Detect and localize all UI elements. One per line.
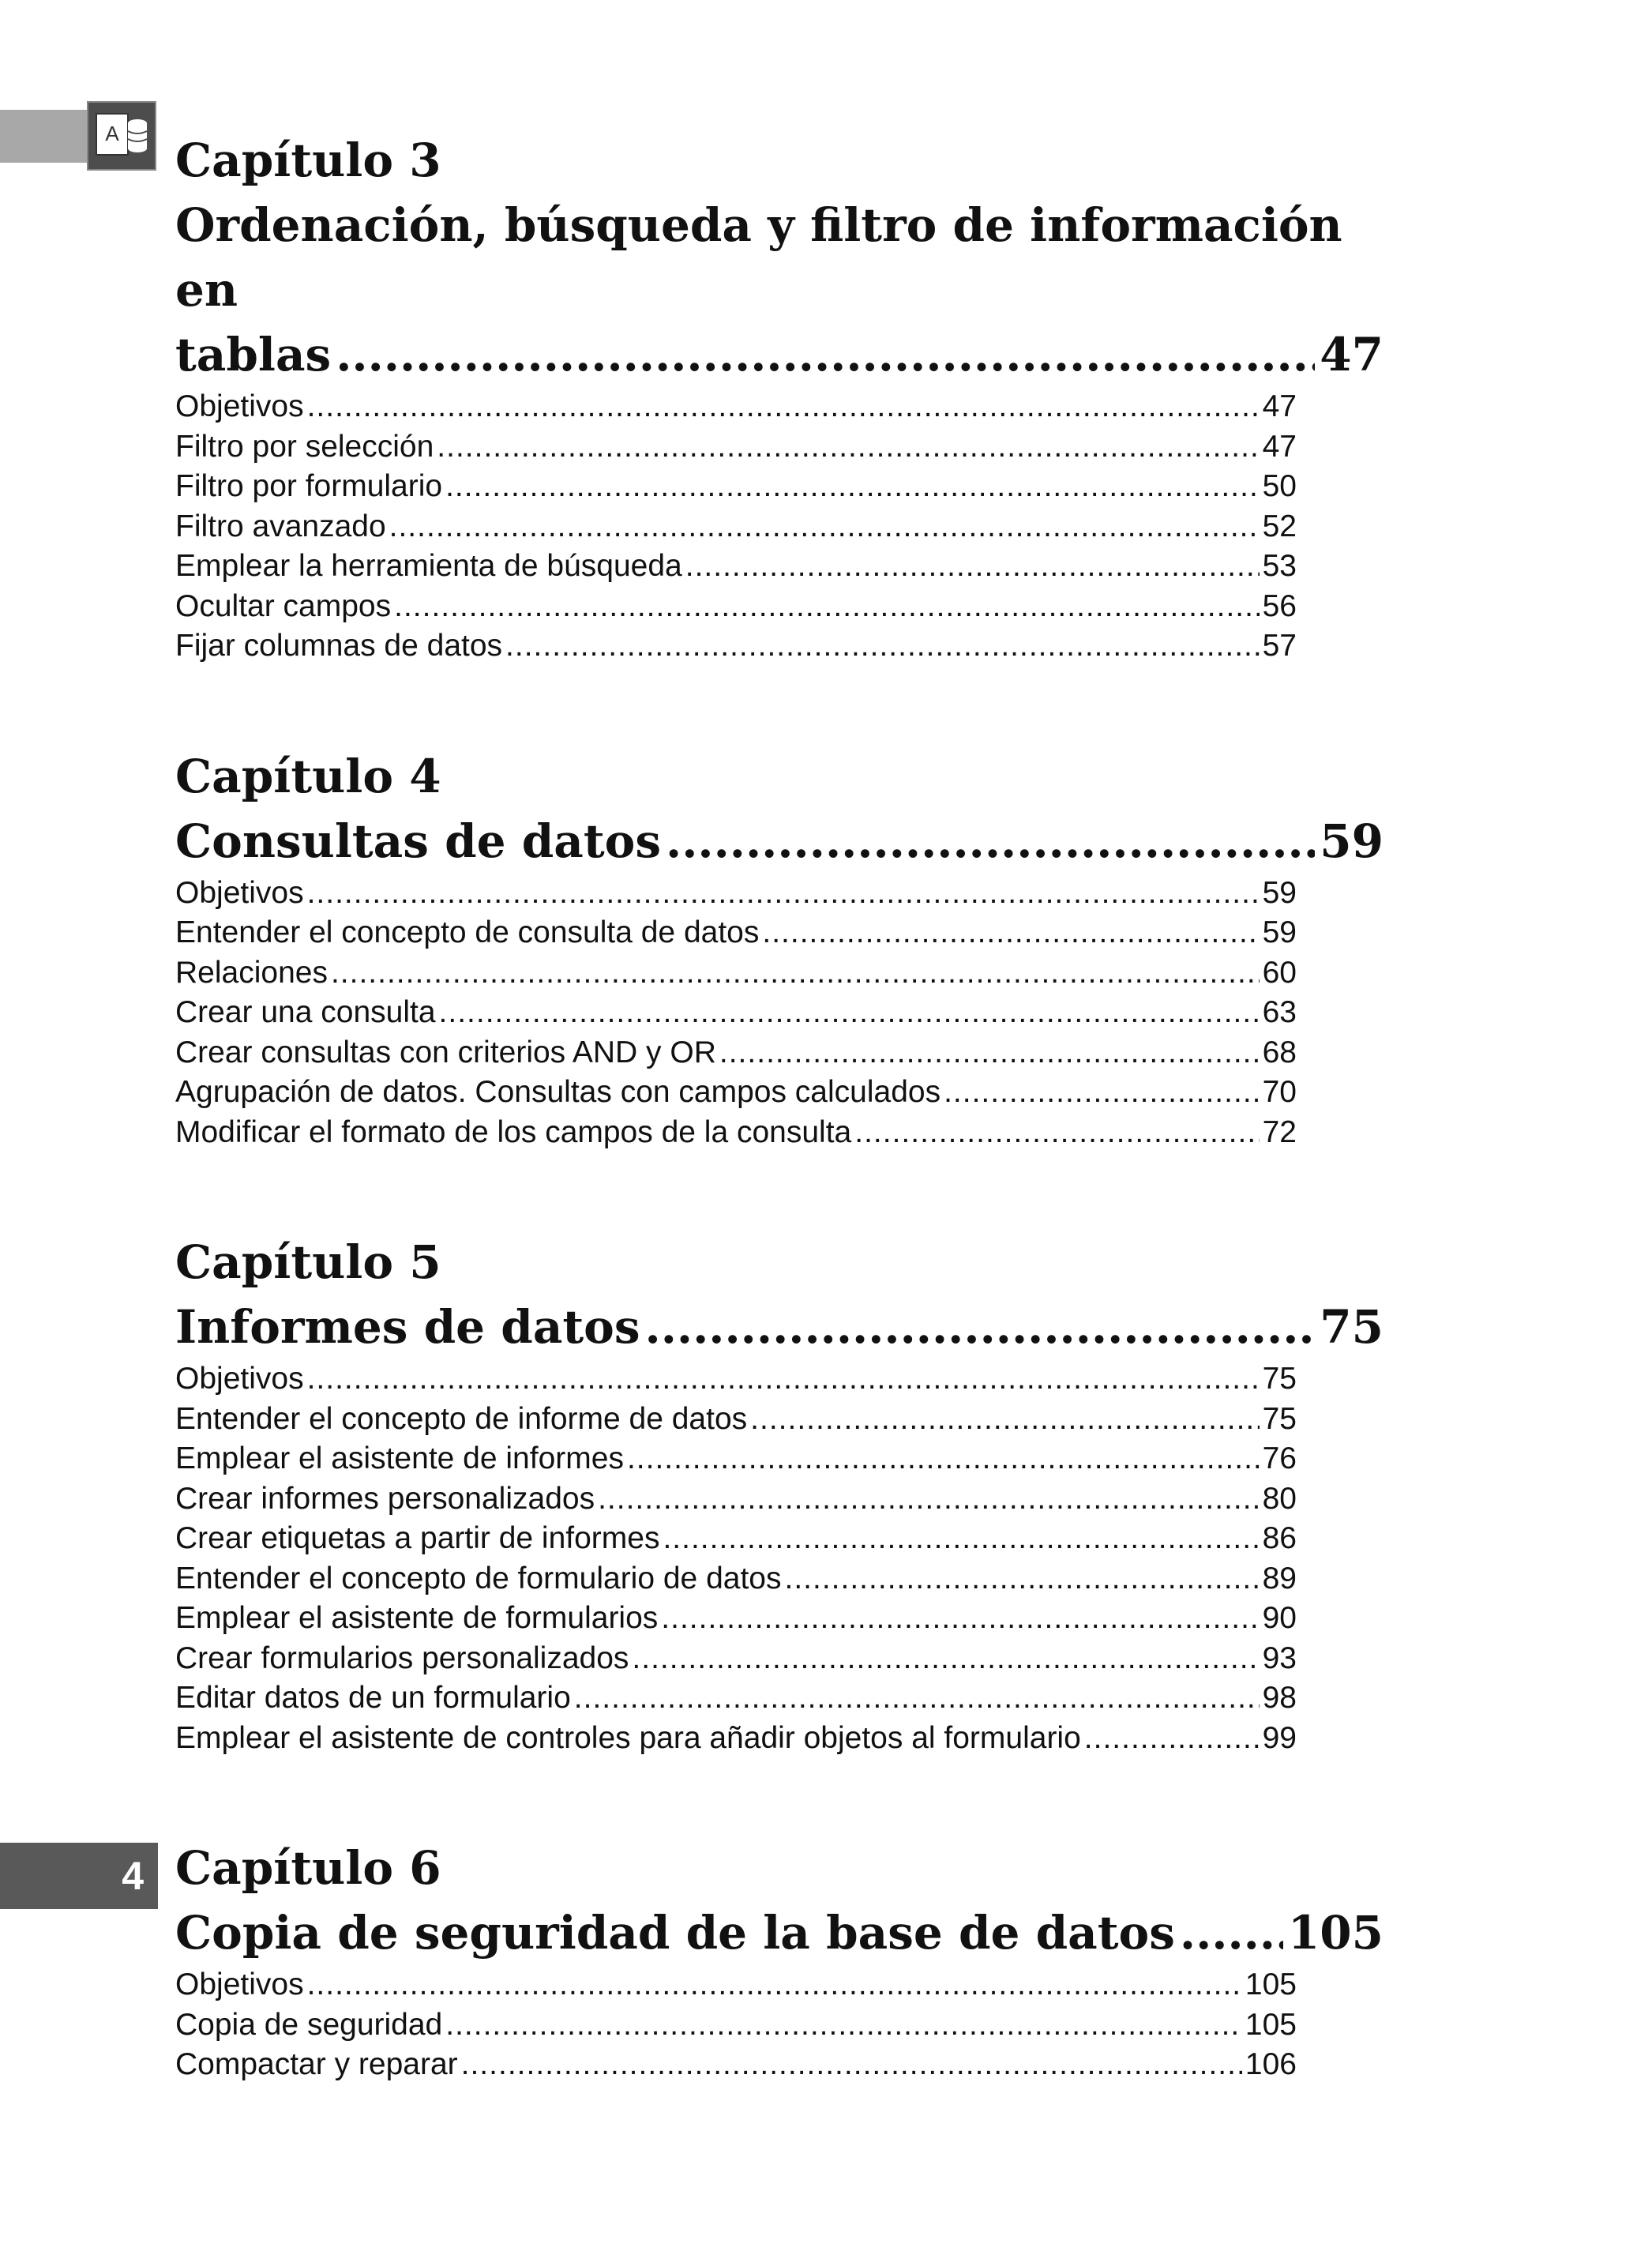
entry-title: Crear formularios personalizados — [175, 1641, 629, 1675]
chapter-5 — [175, 1230, 1384, 1758]
toc-entry[interactable] — [175, 1359, 1297, 1400]
toc-entry[interactable] — [175, 1073, 1297, 1113]
entry-page: 70 — [1262, 1075, 1297, 1109]
chapter-label: Capítulo 4 — [175, 749, 441, 803]
dot-leader — [307, 874, 1260, 914]
dot-leader — [445, 2005, 1242, 2046]
entry-page: 68 — [1262, 1035, 1297, 1069]
entry-list — [175, 387, 1297, 667]
chapter-label: Capítulo 6 — [175, 1841, 441, 1895]
chapter-label: Capítulo 3 — [175, 133, 441, 187]
dot-leader — [307, 1359, 1260, 1400]
entry-title: Copia de seguridad — [175, 2007, 443, 2042]
toc-entry[interactable] — [175, 2045, 1297, 2085]
entry-title: Agrupación de datos. Consultas con campos calculados — [175, 1075, 941, 1109]
entry-page: 50 — [1262, 469, 1297, 503]
chapter-page: 59 — [1320, 814, 1384, 868]
entry-title: Entender el concepto de informe de datos — [175, 1401, 748, 1436]
toc-entry[interactable] — [175, 507, 1297, 547]
entry-page: 90 — [1262, 1601, 1297, 1635]
header-tab — [0, 110, 87, 163]
entry-list — [175, 1359, 1297, 1758]
dot-leader — [598, 1479, 1260, 1520]
chapter-title-row[interactable] — [175, 322, 1384, 387]
chapter-label: Capítulo 5 — [175, 1235, 441, 1289]
entry-title: Compactar y reparar — [175, 2047, 458, 2081]
dot-leader — [439, 993, 1260, 1033]
entry-page: 57 — [1262, 629, 1297, 663]
entry-title: Emplear la herramienta de búsqueda — [175, 549, 682, 583]
entry-page: 60 — [1262, 955, 1297, 990]
dot-leader — [1180, 1900, 1283, 1965]
entry-title: Entender el concepto de consulta de datos — [175, 915, 760, 949]
chapter-page: 47 — [1320, 328, 1384, 381]
entry-page: 47 — [1262, 429, 1297, 464]
entry-title: Crear etiquetas a partir de informes — [175, 1521, 660, 1555]
dot-leader — [854, 1113, 1259, 1153]
toc-entry[interactable] — [175, 953, 1297, 994]
access-database-icon — [87, 101, 156, 171]
chapter-6 — [175, 1836, 1384, 2085]
chapter-title: Consultas de datos — [175, 814, 662, 868]
dot-leader — [661, 1599, 1259, 1639]
entry-page: 63 — [1262, 995, 1297, 1029]
toc-entry[interactable] — [175, 913, 1297, 953]
chapter-spacer — [175, 667, 1384, 744]
entry-page: 106 — [1245, 2047, 1297, 2081]
dot-leader — [632, 1639, 1259, 1679]
toc-entry[interactable] — [175, 1965, 1297, 2005]
dot-leader — [785, 1559, 1260, 1599]
entry-title: Objetivos — [175, 1967, 304, 2001]
toc-entry[interactable] — [175, 1559, 1297, 1599]
entry-page: 89 — [1262, 1561, 1297, 1595]
entry-title: Fijar columnas de datos — [175, 629, 503, 663]
entry-page: 75 — [1262, 1362, 1297, 1396]
toc-entry[interactable] — [175, 1479, 1297, 1520]
entry-page: 86 — [1262, 1521, 1297, 1555]
chapter-page: 105 — [1287, 1906, 1384, 1960]
toc-entry[interactable] — [175, 2005, 1297, 2046]
entry-title: Modificar el formato de los campos de la consulta — [175, 1114, 852, 1149]
toc-entry[interactable] — [175, 1033, 1297, 1073]
entry-list — [175, 874, 1297, 1153]
dot-leader — [645, 1295, 1316, 1359]
entry-title: Filtro por selección — [175, 429, 434, 464]
entry-title: Emplear el asistente de informes — [175, 1441, 624, 1475]
entry-title: Objetivos — [175, 389, 304, 423]
chapter-title: tablas — [175, 328, 332, 381]
chapter-title-row[interactable] — [175, 809, 1384, 874]
dot-leader — [437, 427, 1259, 468]
entry-title: Filtro por formulario — [175, 469, 443, 503]
dot-leader — [719, 1033, 1260, 1073]
entry-page: 53 — [1262, 549, 1297, 583]
dot-leader — [445, 467, 1260, 507]
dot-leader — [663, 1519, 1259, 1559]
entry-page: 99 — [1262, 1720, 1297, 1755]
dot-leader — [1084, 1719, 1260, 1759]
chapter-title-line: Ordenación, búsqueda y filtro de información en — [175, 198, 1342, 317]
dot-leader — [627, 1439, 1260, 1479]
toc-entry[interactable] — [175, 1519, 1297, 1559]
toc-entry[interactable] — [175, 387, 1297, 427]
chapter-page: 75 — [1320, 1300, 1384, 1354]
entry-page: 59 — [1262, 915, 1297, 949]
dot-leader — [750, 1400, 1259, 1440]
entry-page: 105 — [1245, 1967, 1297, 2001]
toc-entry[interactable] — [175, 626, 1297, 667]
entry-page: 52 — [1262, 509, 1297, 543]
dot-leader — [336, 322, 1315, 387]
chapter-title: Informes de datos — [175, 1300, 640, 1354]
toc-entry[interactable] — [175, 1719, 1297, 1759]
entry-title: Filtro avanzado — [175, 509, 386, 543]
toc-entry[interactable] — [175, 1400, 1297, 1440]
entry-page: 72 — [1262, 1114, 1297, 1149]
entry-page: 76 — [1262, 1441, 1297, 1475]
entry-page: 59 — [1262, 875, 1297, 910]
chapter-title-row[interactable] — [175, 1900, 1384, 1965]
dot-leader — [666, 809, 1315, 874]
dot-leader — [944, 1073, 1260, 1113]
toc-entry[interactable] — [175, 427, 1297, 468]
toc-entry[interactable] — [175, 1599, 1297, 1639]
toc-entry[interactable] — [175, 587, 1297, 627]
toc-entry[interactable] — [175, 1439, 1297, 1479]
logo-letter: A — [105, 122, 119, 145]
toc-entry[interactable] — [175, 1639, 1297, 1679]
entry-title: Crear informes personalizados — [175, 1481, 595, 1516]
entry-title: Relaciones — [175, 955, 328, 990]
toc-entry[interactable] — [175, 1113, 1297, 1153]
dot-leader — [307, 1965, 1242, 2005]
table-of-contents — [175, 128, 1384, 2085]
dot-leader — [461, 2045, 1242, 2085]
dot-leader — [505, 626, 1260, 667]
dot-leader — [307, 387, 1260, 427]
entry-page: 93 — [1262, 1641, 1297, 1675]
entry-title: Crear una consulta — [175, 995, 436, 1029]
entry-title: Entender el concepto de formulario de datos — [175, 1561, 782, 1595]
entry-page: 56 — [1262, 588, 1297, 623]
entry-title: Emplear el asistente de controles para añadir objetos al formulario — [175, 1720, 1081, 1755]
entry-page: 75 — [1262, 1401, 1297, 1436]
toc-entry[interactable] — [175, 467, 1297, 507]
dot-leader — [685, 547, 1260, 587]
dot-leader — [331, 953, 1260, 994]
dot-leader — [394, 587, 1260, 627]
dot-leader — [762, 913, 1259, 953]
entry-page: 98 — [1262, 1681, 1297, 1715]
chapter-4 — [175, 744, 1384, 1153]
dot-leader — [574, 1678, 1260, 1719]
entry-page: 105 — [1245, 2007, 1297, 2042]
toc-entry[interactable] — [175, 874, 1297, 914]
chapter-spacer — [175, 1152, 1384, 1230]
entry-title: Crear consultas con criterios AND y OR — [175, 1035, 716, 1069]
entry-title: Ocultar campos — [175, 588, 392, 623]
chapter-3 — [175, 128, 1384, 667]
chapter-title-row[interactable] — [175, 1295, 1384, 1359]
chapter-spacer — [175, 1758, 1384, 1836]
entry-page: 47 — [1262, 389, 1297, 423]
entry-title: Emplear el asistente de formularios — [175, 1601, 659, 1635]
page-number-tab — [0, 1843, 158, 1909]
chapter-title: Copia de seguridad de la base de datos — [175, 1906, 1175, 1960]
entry-list — [175, 1965, 1297, 2085]
dot-leader — [389, 507, 1260, 547]
toc-entry[interactable] — [175, 547, 1297, 587]
entry-title: Editar datos de un formulario — [175, 1681, 571, 1715]
entry-title: Objetivos — [175, 1362, 304, 1396]
toc-entry[interactable] — [175, 1678, 1297, 1719]
entry-title: Objetivos — [175, 875, 304, 910]
page-number: 4 — [122, 1854, 144, 1898]
toc-entry[interactable] — [175, 993, 1297, 1033]
entry-page: 80 — [1262, 1481, 1297, 1516]
